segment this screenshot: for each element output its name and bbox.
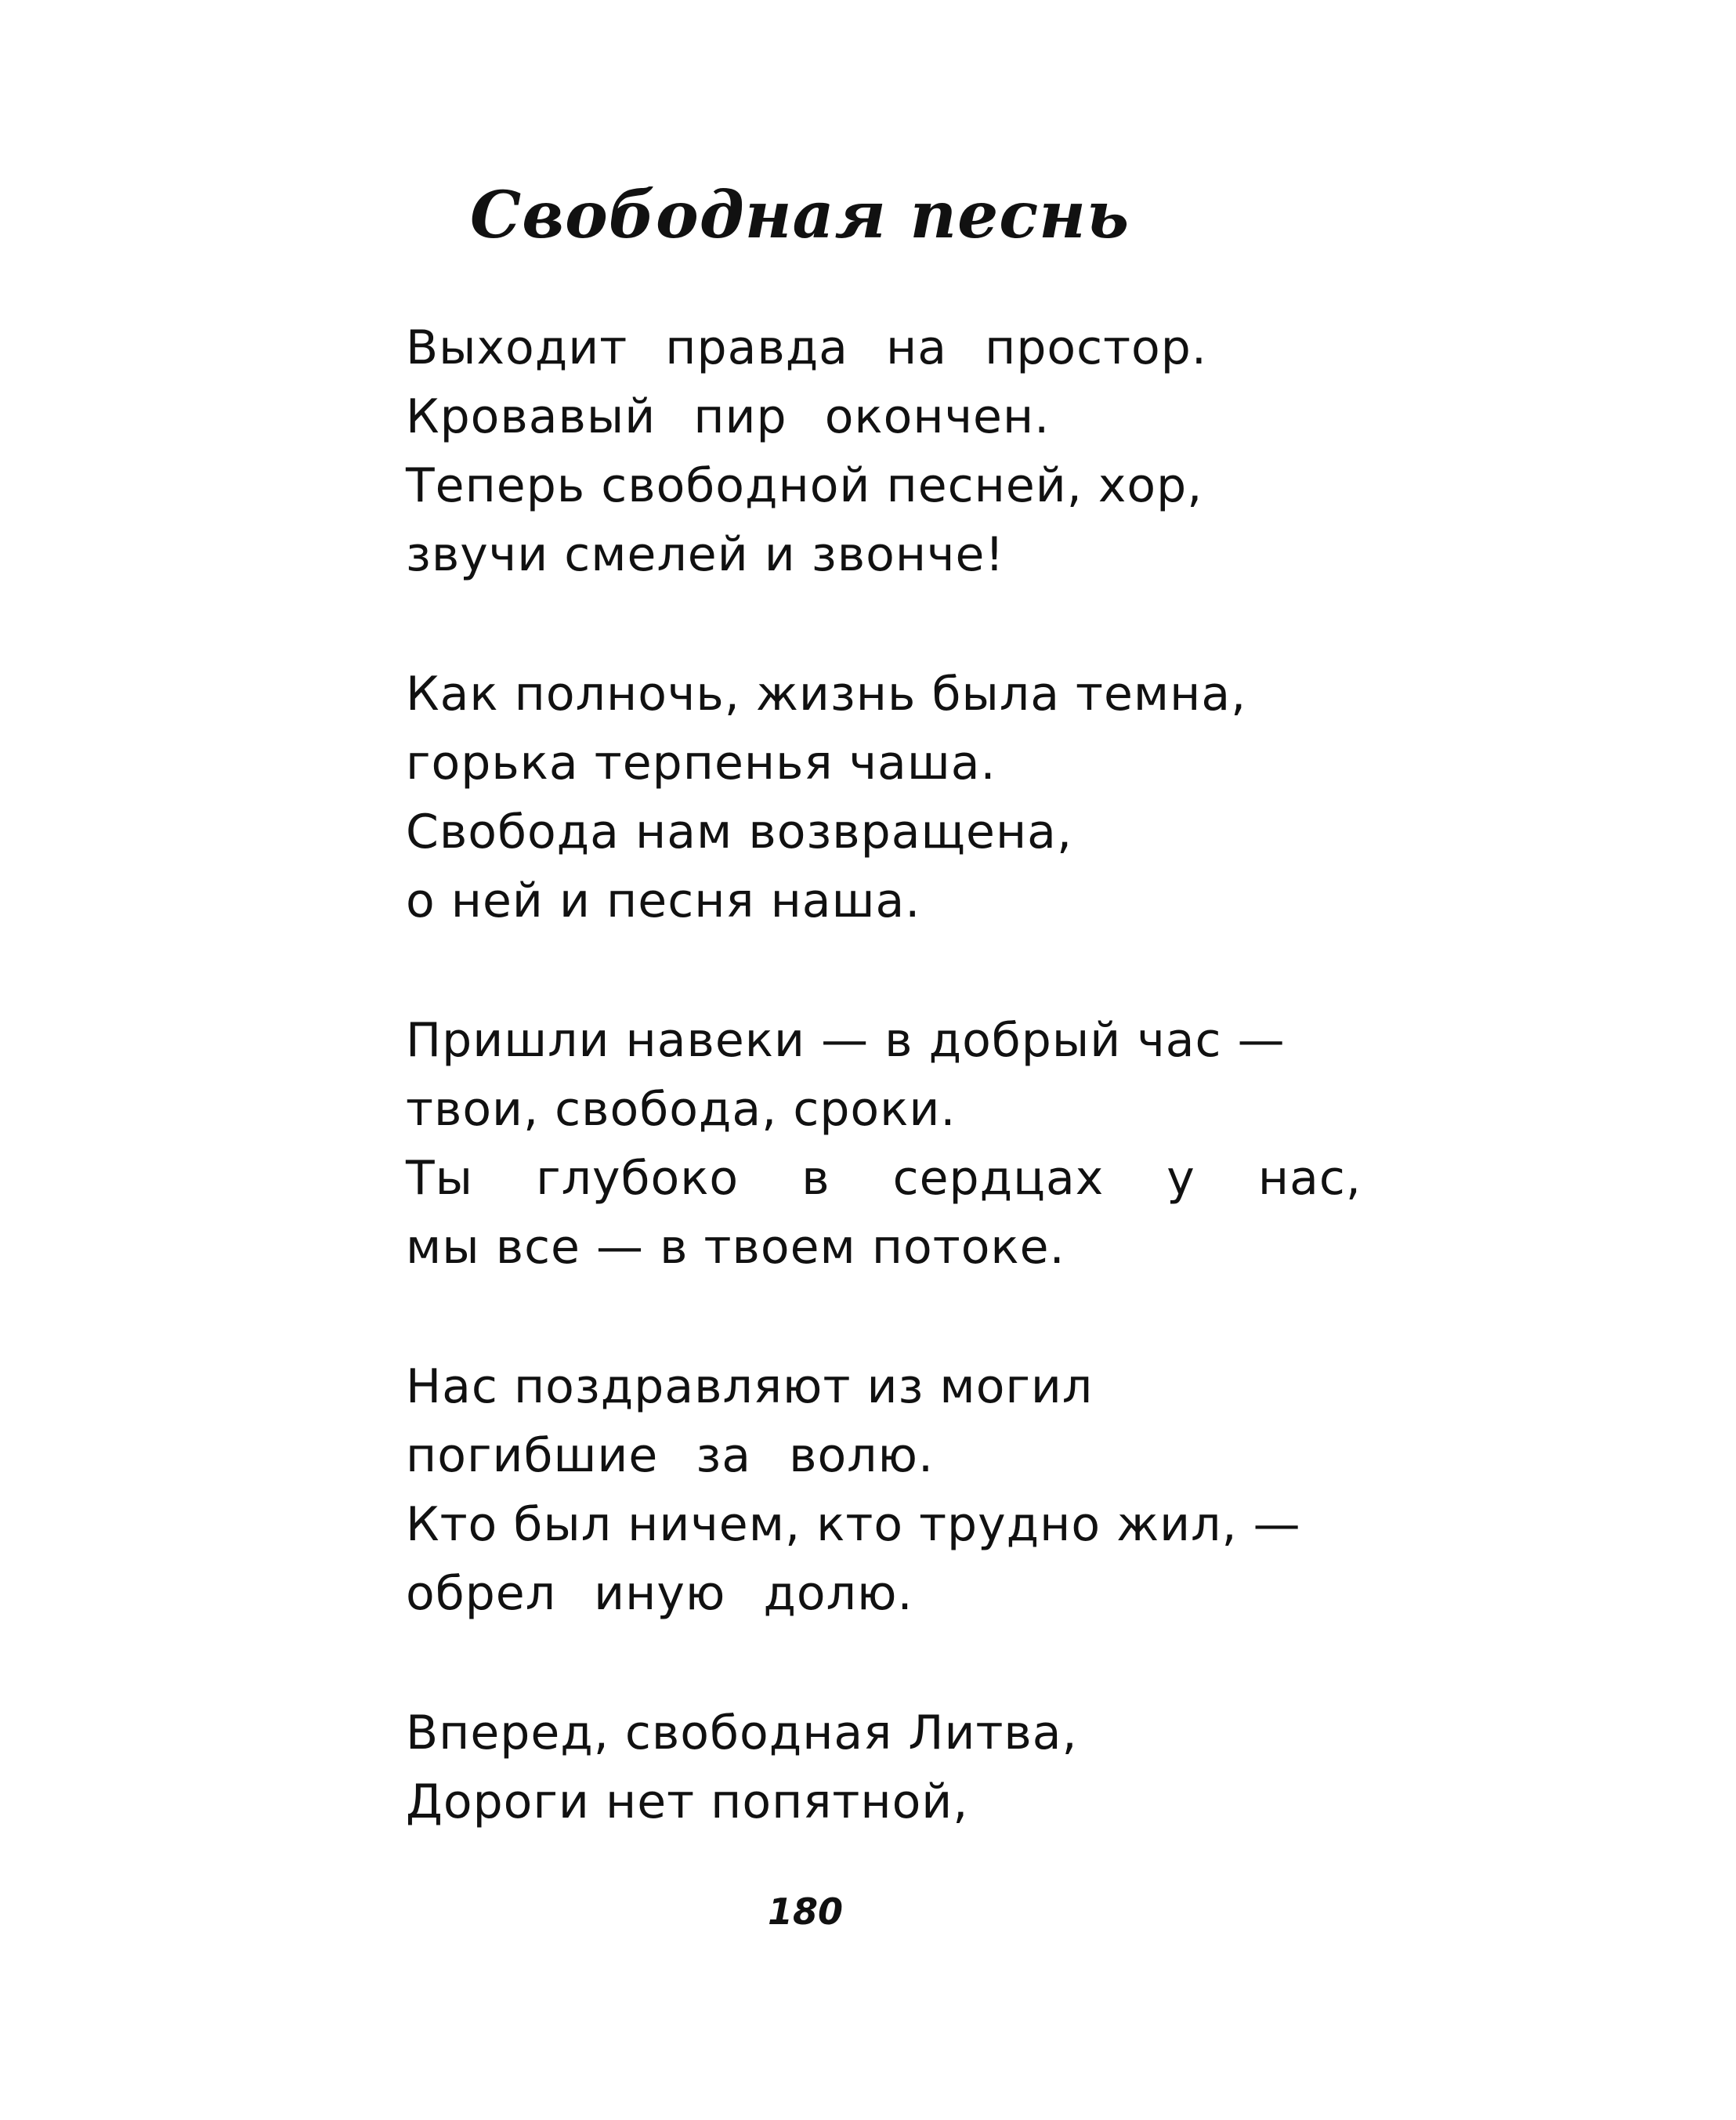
- poem-line: Свобода нам возвращена,: [406, 805, 1073, 859]
- stanza-2: [406, 660, 1424, 935]
- stanza-4: [406, 1352, 1424, 1628]
- poem-title: Свободная песнь: [470, 178, 1130, 253]
- poem-line: Выходит правда на простор.: [406, 320, 1207, 375]
- poem-line: Кровавый пир окончен.: [406, 389, 1051, 444]
- poem-line: Ты глубоко в сердцах у нас,: [406, 1151, 1362, 1206]
- poem-line: твои, свобода, сроки.: [406, 1082, 957, 1137]
- poem-line: Пришли навеки — в добрый час —: [406, 1013, 1286, 1068]
- poem-line: Кто был ничем, кто трудно жил, —: [406, 1497, 1301, 1552]
- page-number: 180: [768, 1890, 844, 1933]
- poem-line: Дороги нет попятной,: [406, 1775, 969, 1829]
- poem-line: Теперь свободной песней, хор,: [406, 458, 1203, 513]
- poem-line: Вперед, свободная Литва,: [406, 1706, 1078, 1760]
- stanza-5: [406, 1699, 1424, 1836]
- poem-line: Нас поздравляют из могил: [406, 1359, 1094, 1414]
- poem-line: погибшие за волю.: [406, 1428, 935, 1483]
- stanza-1: [406, 313, 1424, 589]
- poem-line: о ней и песня наша.: [406, 874, 921, 928]
- poem-line: горька терпенья чаша.: [406, 736, 996, 790]
- poem-line: мы все — в твоем потоке.: [406, 1220, 1065, 1275]
- poem-line: Как полночь, жизнь была темна,: [406, 667, 1247, 722]
- poem-body: [406, 313, 1424, 1907]
- poem-line: обрел иную долю.: [406, 1566, 913, 1621]
- poem-line: звучи смелей и звонче!: [406, 527, 1005, 582]
- stanza-3: [406, 1006, 1424, 1282]
